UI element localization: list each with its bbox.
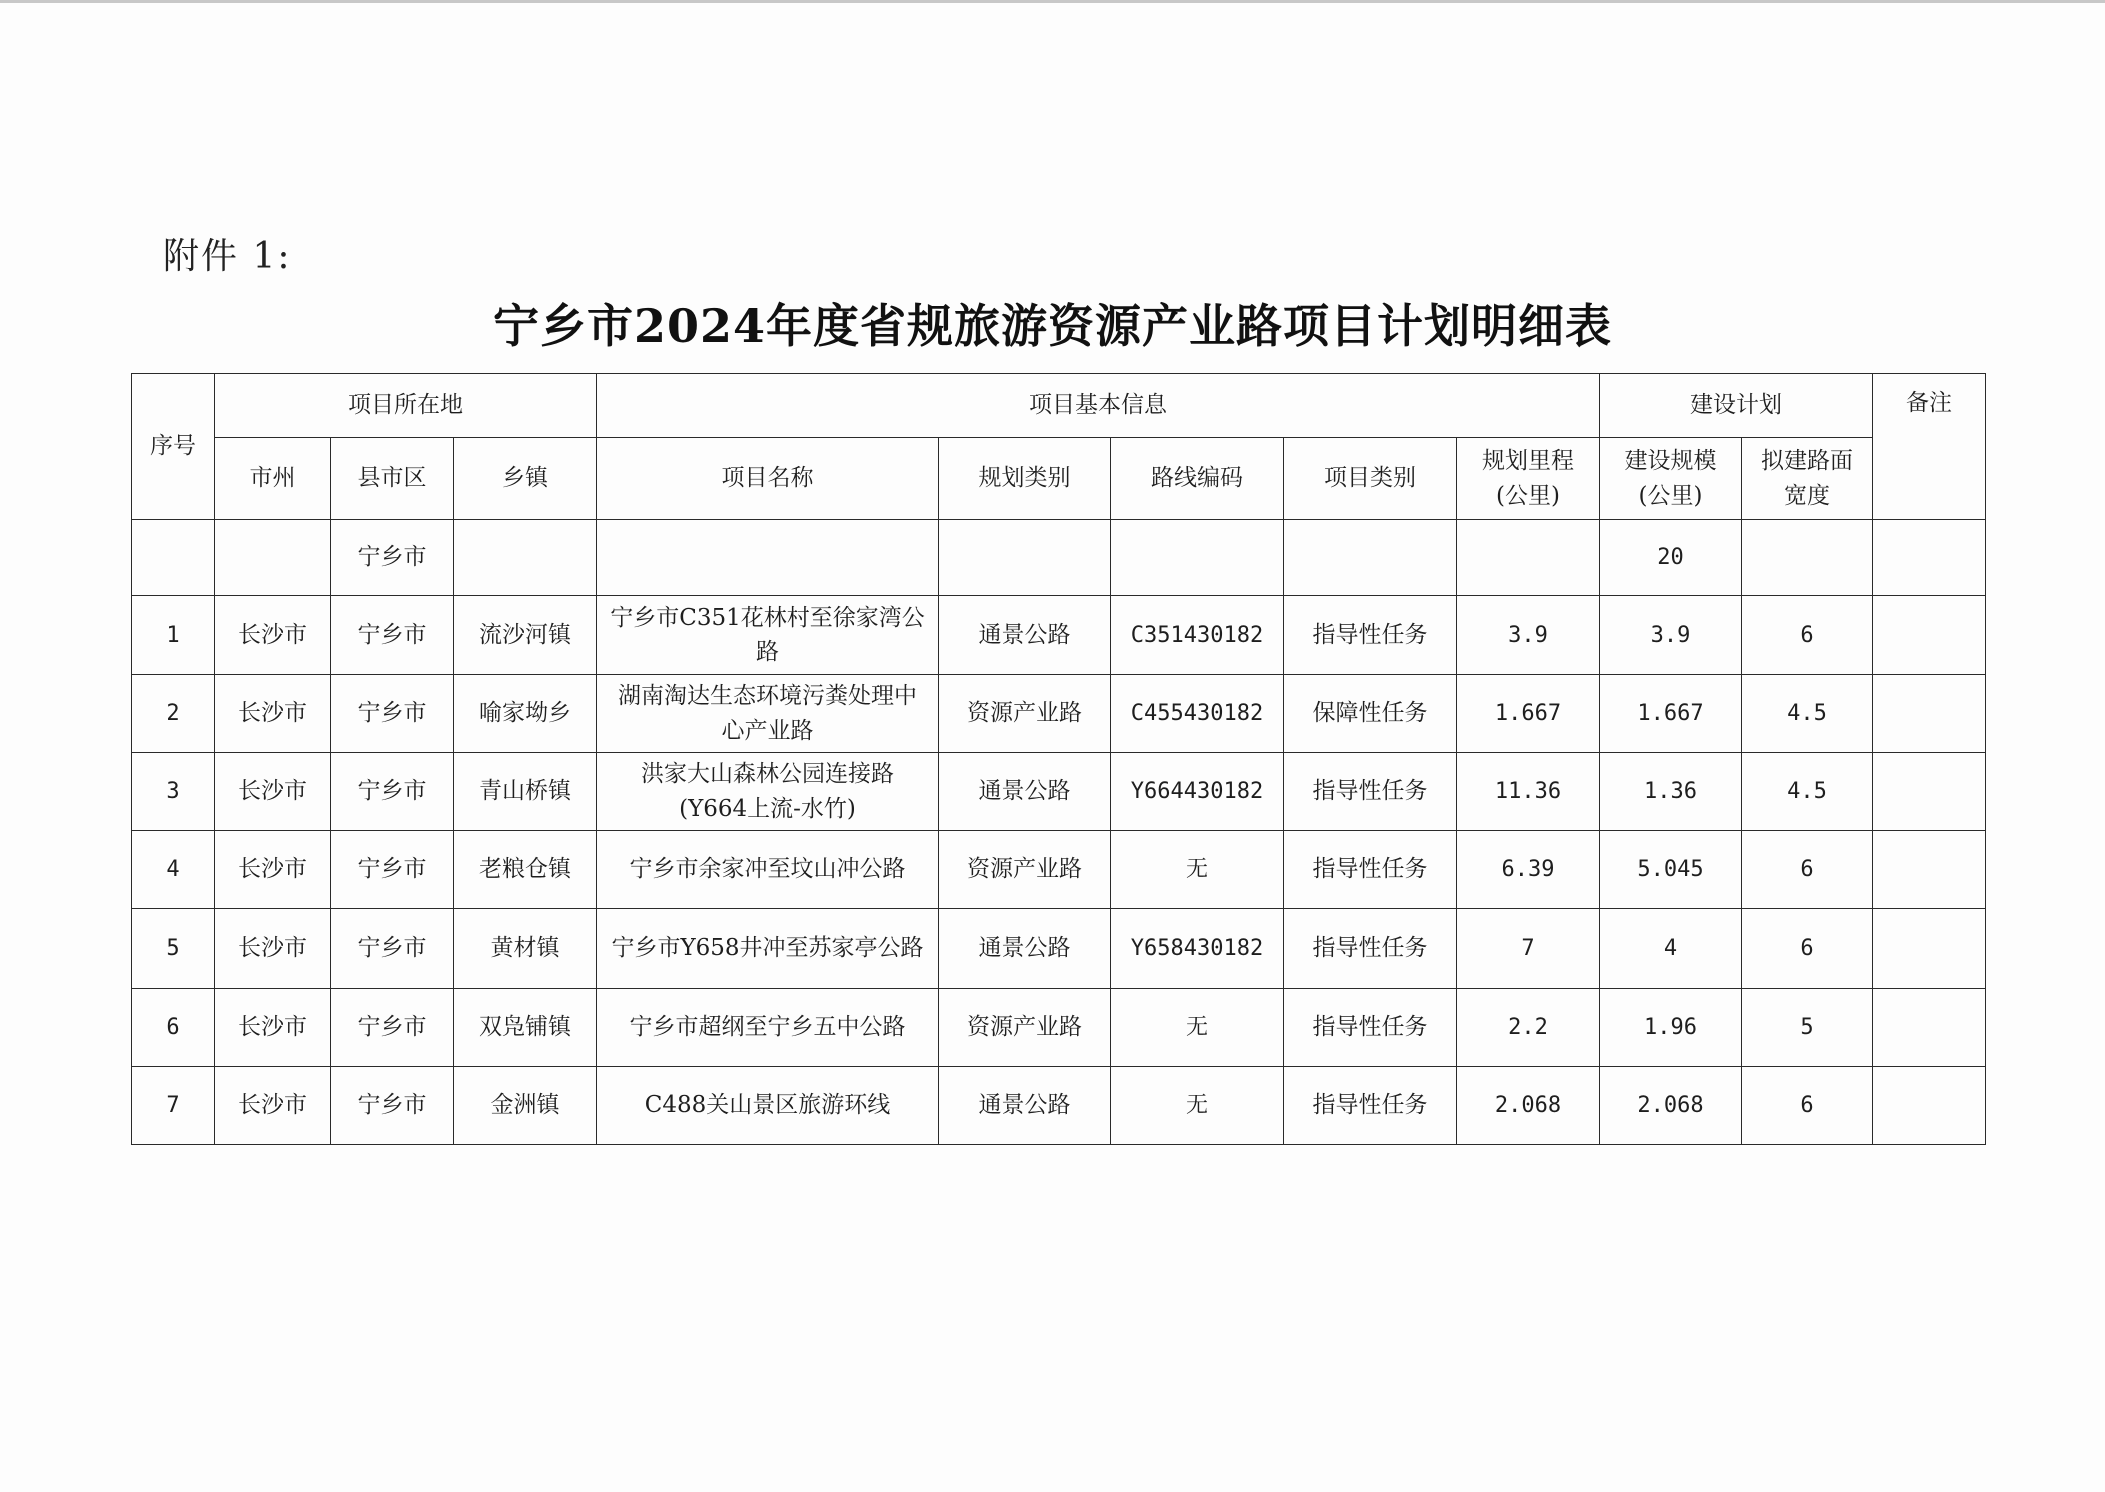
row-town: 青山桥镇: [454, 753, 597, 831]
row-planned-mileage: 11.36: [1457, 753, 1600, 831]
row-town: 老粮仓镇: [454, 831, 597, 909]
summary-row: [132, 520, 1986, 596]
header-build-scale-line2: (公里): [1638, 482, 1703, 509]
row-build-scale: 2.068: [1600, 1067, 1742, 1145]
row-seq: 1: [132, 596, 215, 675]
row-planned-mileage: 6.39: [1457, 831, 1600, 909]
row-county: 宁乡市: [331, 753, 454, 831]
header-planned-mileage-line1: 规划里程: [1482, 448, 1574, 474]
row-city: 长沙市: [215, 1067, 331, 1145]
summary-seq: [132, 520, 215, 596]
header-road-width-line1: 拟建路面: [1761, 448, 1853, 474]
header-road-width-line2: 宽度: [1784, 482, 1830, 509]
row-project-type: 指导性任务: [1284, 831, 1457, 909]
summary-remarks: [1873, 520, 1986, 596]
row-build-scale: 3.9: [1600, 596, 1742, 675]
row-project-name: 宁乡市超纲至宁乡五中公路: [597, 989, 939, 1067]
row-planned-mileage: 2.068: [1457, 1067, 1600, 1145]
header-route-code: 路线编码: [1111, 438, 1284, 520]
row-remarks: [1873, 1067, 1986, 1145]
document-title: 宁乡市2024年度省规旅游资源产业路项目计划明细表: [492, 299, 1613, 353]
row-planned-mileage: 3.9: [1457, 596, 1600, 675]
header-row-group: [132, 374, 1986, 438]
table-row: [132, 989, 1986, 1067]
row-town: 双凫铺镇: [454, 989, 597, 1067]
row-city: 长沙市: [215, 989, 331, 1067]
row-route-code: Y658430182: [1111, 909, 1284, 989]
row-seq: 3: [132, 753, 215, 831]
table-row: [132, 596, 1986, 675]
row-route-code: C455430182: [1111, 675, 1284, 753]
row-project-type: 指导性任务: [1284, 989, 1457, 1067]
row-road-width: 4.5: [1742, 753, 1873, 831]
header-plan-group: 建设计划: [1600, 374, 1873, 438]
row-plan-category: 通景公路: [939, 596, 1111, 675]
row-county: 宁乡市: [331, 675, 454, 753]
row-planned-mileage: 1.667: [1457, 675, 1600, 753]
row-remarks: [1873, 675, 1986, 753]
row-plan-category: 通景公路: [939, 909, 1111, 989]
header-location-group: 项目所在地: [215, 374, 597, 438]
row-road-width: 5: [1742, 989, 1873, 1067]
data-rows: [132, 596, 1986, 1145]
row-remarks: [1873, 753, 1986, 831]
row-route-code: C351430182: [1111, 596, 1284, 675]
header-town: 乡镇: [454, 438, 597, 520]
row-remarks: [1873, 909, 1986, 989]
row-project-name: 宁乡市C351花林村至徐家湾公路: [597, 596, 939, 675]
row-project-type: 指导性任务: [1284, 909, 1457, 989]
header-planned-mileage: [1457, 438, 1600, 520]
row-plan-category: 资源产业路: [939, 831, 1111, 909]
summary-build-scale: 20: [1600, 520, 1742, 596]
row-project-type: 保障性任务: [1284, 675, 1457, 753]
header-project-name: 项目名称: [597, 438, 939, 520]
scan-top-edge: [0, 0, 2105, 3]
summary-town: [454, 520, 597, 596]
table-row: [132, 909, 1986, 989]
row-county: 宁乡市: [331, 909, 454, 989]
header-build-scale: [1600, 438, 1742, 520]
summary-county: 宁乡市: [331, 520, 454, 596]
summary-name: [597, 520, 939, 596]
row-city: 长沙市: [215, 753, 331, 831]
row-project-name: 洪家大山森林公园连接路(Y664上流-水竹): [597, 753, 939, 831]
summary-code: [1111, 520, 1284, 596]
table-row: [132, 831, 1986, 909]
row-build-scale: 4: [1600, 909, 1742, 989]
row-seq: 7: [132, 1067, 215, 1145]
row-route-code: Y664430182: [1111, 753, 1284, 831]
table-row: [132, 753, 1986, 831]
row-seq: 6: [132, 989, 215, 1067]
row-remarks: [1873, 831, 1986, 909]
summary-category: [939, 520, 1111, 596]
row-city: 长沙市: [215, 909, 331, 989]
row-build-scale: 1.96: [1600, 989, 1742, 1067]
summary-width: [1742, 520, 1873, 596]
row-seq: 2: [132, 675, 215, 753]
header-remarks: 备注: [1873, 374, 1986, 520]
row-plan-category: 资源产业路: [939, 989, 1111, 1067]
row-build-scale: 1.667: [1600, 675, 1742, 753]
summary-type: [1284, 520, 1457, 596]
header-county: 县市区: [331, 438, 454, 520]
row-county: 宁乡市: [331, 596, 454, 675]
row-city: 长沙市: [215, 831, 331, 909]
row-remarks: [1873, 989, 1986, 1067]
header-build-scale-line1: 建设规模: [1624, 448, 1717, 474]
header-row-columns: [132, 438, 1986, 520]
row-project-type: 指导性任务: [1284, 596, 1457, 675]
attachment-label: 附件 1:: [163, 236, 292, 277]
header-seq: 序号: [132, 374, 215, 520]
row-planned-mileage: 7: [1457, 909, 1600, 989]
row-town: 金洲镇: [454, 1067, 597, 1145]
row-county: 宁乡市: [331, 1067, 454, 1145]
row-city: 长沙市: [215, 596, 331, 675]
row-road-width: 6: [1742, 1067, 1873, 1145]
header-planned-mileage-line2: (公里): [1496, 482, 1560, 509]
row-road-width: 6: [1742, 596, 1873, 675]
row-project-type: 指导性任务: [1284, 753, 1457, 831]
row-county: 宁乡市: [331, 989, 454, 1067]
row-town: 喻家坳乡: [454, 675, 597, 753]
row-road-width: 4.5: [1742, 675, 1873, 753]
row-town: 黄材镇: [454, 909, 597, 989]
project-plan-table: [131, 373, 1986, 1145]
row-plan-category: 资源产业路: [939, 675, 1111, 753]
row-project-name: 宁乡市Y658井冲至苏家亭公路: [597, 909, 939, 989]
summary-city: [215, 520, 331, 596]
row-city: 长沙市: [215, 675, 331, 753]
row-planned-mileage: 2.2: [1457, 989, 1600, 1067]
header-city: 市州: [215, 438, 331, 520]
header-road-width: [1742, 438, 1873, 520]
row-project-name: 湖南淘达生态环境污粪处理中心产业路: [597, 675, 939, 753]
row-project-name: 宁乡市余家冲至坟山冲公路: [597, 831, 939, 909]
table-row: [132, 1067, 1986, 1145]
row-project-type: 指导性任务: [1284, 1067, 1457, 1145]
row-road-width: 6: [1742, 831, 1873, 909]
row-route-code: 无: [1111, 1067, 1284, 1145]
row-road-width: 6: [1742, 909, 1873, 989]
table-row: [132, 675, 1986, 753]
header-plan-category: 规划类别: [939, 438, 1111, 520]
row-county: 宁乡市: [331, 831, 454, 909]
row-build-scale: 1.36: [1600, 753, 1742, 831]
summary-mileage: [1457, 520, 1600, 596]
row-town: 流沙河镇: [454, 596, 597, 675]
row-plan-category: 通景公路: [939, 753, 1111, 831]
row-plan-category: 通景公路: [939, 1067, 1111, 1145]
row-route-code: 无: [1111, 989, 1284, 1067]
row-seq: 4: [132, 831, 215, 909]
row-seq: 5: [132, 909, 215, 989]
row-remarks: [1873, 596, 1986, 675]
row-build-scale: 5.045: [1600, 831, 1742, 909]
header-project-type: 项目类别: [1284, 438, 1457, 520]
row-route-code: 无: [1111, 831, 1284, 909]
header-basic-info-group: 项目基本信息: [597, 374, 1600, 438]
row-project-name: C488关山景区旅游环线: [597, 1067, 939, 1145]
